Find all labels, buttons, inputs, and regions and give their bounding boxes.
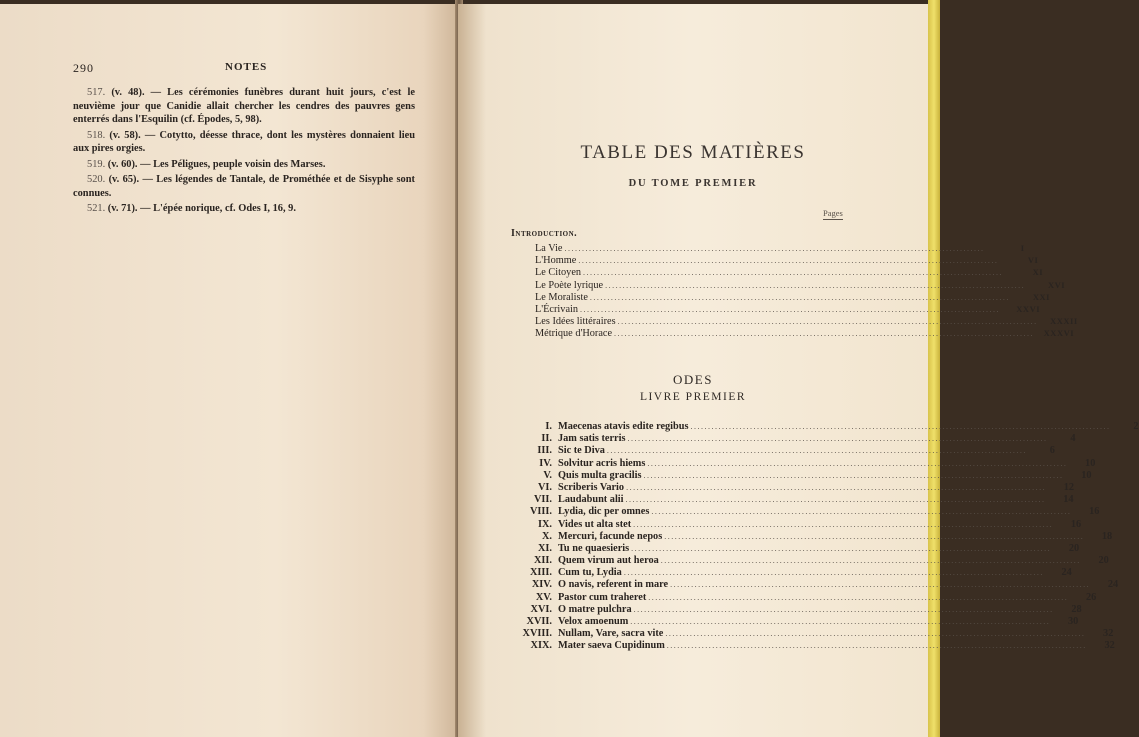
toc-entry: Les Idées littéraires ........................................................................................................................ XXXII <box>535 316 1078 328</box>
ode-entry: XVIII. Nullam, Vare, sacra vite ........................................................................................................................ 32 <box>522 628 1114 640</box>
toc-entry: L'Écrivain ........................................................................................................................ XXVI <box>535 303 1041 315</box>
leader-dots: ........................................................................................................................ <box>690 422 1111 431</box>
page-edge <box>928 0 940 737</box>
leader-dots: ........................................................................................................................ <box>625 495 1046 505</box>
introduction-heading: Introduction. <box>511 228 578 239</box>
note-item: 521. (v. 71). — L'épée norique, cf. Odes I, 16, 9. <box>87 203 296 214</box>
ode-entry: XVI. O matre pulchra ........................................................................................................................ 28 <box>530 603 1082 615</box>
notes-list <box>73 86 415 218</box>
toc-entry: Le Moraliste ........................................................................................................................ XXI <box>535 291 1050 303</box>
leader-dots: ........................................................................................................................ <box>651 507 1072 517</box>
leader-dots: ........................................................................................................................ <box>660 556 1081 566</box>
leader-dots: ........................................................................................................................ <box>633 604 1054 614</box>
leader-dots: ........................................................................................................................ <box>664 531 1085 541</box>
leader-dots: ........................................................................................................................ <box>647 458 1068 468</box>
toc-entry: L'Homme ........................................................................................................................ VI <box>535 255 1039 267</box>
ode-entry: XIX. Mater saeva Cupidinum ........................................................................................................................ 32 <box>530 640 1115 652</box>
leader-dots: ........................................................................................................................ <box>631 543 1052 553</box>
toc-entry: La Vie ........................................................................................................................ I <box>535 243 1025 254</box>
ode-entry: VII. Laudabunt alii ........................................................................................................................ 14 <box>533 494 1074 506</box>
leader-dots: ........................................................................................................................ <box>643 470 1064 480</box>
ode-entry: XIV. O navis, referent in mare ........................................................................................................................ 24 <box>531 579 1119 591</box>
leader-dots: ........................................................................................................................ <box>623 568 1044 578</box>
leader-dots: ........................................................................................................................ <box>617 317 1038 327</box>
ode-entry: I. Maecenas atavis edite regibus ........................................................................................................................ 2 <box>545 421 1139 432</box>
leader-dots: ........................................................................................................................ <box>665 629 1086 639</box>
toc-title: TABLE DES MATIÈRES <box>580 142 806 163</box>
leader-dots: ........................................................................................................................ <box>564 244 985 253</box>
leader-dots: ........................................................................................................................ <box>589 292 1010 302</box>
ode-entry: V. Quis multa gracilis ........................................................................................................................ 10 <box>543 469 1092 481</box>
leader-dots: ........................................................................................................................ <box>614 329 1035 339</box>
running-title: NOTES <box>225 61 268 73</box>
ode-entry: III. Sic te Diva ........................................................................................................................ 6 <box>537 445 1055 457</box>
section-title: ODES <box>673 372 713 387</box>
toc-entry: Métrique d'Horace ........................................................................................................................ XXXVI <box>535 328 1075 340</box>
toc-entry: Le Citoyen ........................................................................................................................ XI <box>535 267 1044 279</box>
leader-dots: ........................................................................................................................ <box>578 256 999 266</box>
note-item: 520. (v. 65). — Les légendes de Tantale, de Prométhée et de Sisyphe sont connues. <box>73 174 415 199</box>
leader-dots: ........................................................................................................................ <box>627 434 1048 444</box>
ode-entry: XII. Quem virum aut heroa ........................................................................................................................ 20 <box>533 555 1109 567</box>
ode-entry: VIII. Lydia, dic per omnes ........................................................................................................................ 16 <box>529 506 1100 518</box>
toc-subtitle: DU TOME PREMIER <box>628 178 758 189</box>
leader-dots: ........................................................................................................................ <box>605 280 1026 290</box>
ode-entry: X. Mercuri, facunde nepos ........................................................................................................................ 18 <box>541 530 1113 542</box>
ode-entry: XI. Tu ne quaesieris ........................................................................................................................ 20 <box>537 542 1080 554</box>
leader-dots: ........................................................................................................................ <box>648 592 1069 602</box>
note-item: 518. (v. 58). — Cotytto, déesse thrace, dont les mystères donnaient lieu aux pires orgies. <box>73 129 415 154</box>
toc-entry: Le Poète lyrique ........................................................................................................................ XVI <box>535 279 1066 291</box>
section-subtitle: LIVRE PREMIER <box>639 391 747 403</box>
ode-entry: XIII. Cum tu, Lydia ........................................................................................................................ 24 <box>529 567 1072 579</box>
leader-dots: ........................................................................................................................ <box>630 617 1051 626</box>
pages-column-header: Pages <box>823 208 843 218</box>
ode-entry: IX. Vides ut alta stet ........................................................................................................................ 16 <box>537 518 1082 530</box>
leader-dots: ........................................................................................................................ <box>670 580 1091 590</box>
leader-dots: ........................................................................................................................ <box>626 482 1047 492</box>
leader-dots: ........................................................................................................................ <box>583 268 1004 278</box>
leader-dots: ........................................................................................................................ <box>666 641 1087 651</box>
ode-entry: VI. Scriberis Vario ........................................................................................................................ 12 <box>537 481 1075 493</box>
ode-entry: XVII. Velox amoenum ........................................................................................................................ 30 <box>526 616 1079 627</box>
odes-list <box>508 421 1139 653</box>
page-number: 290 <box>73 61 94 75</box>
note-item: 519. (v. 60). — Les Péligues, peuple voisin des Marses. <box>87 158 326 170</box>
ode-entry: XV. Pastor cum traheret ........................................................................................................................ 26 <box>535 591 1097 603</box>
leader-dots: ........................................................................................................................ <box>606 446 1027 456</box>
ode-entry: IV. Solvitur acris hiems ........................................................................................................................ 10 <box>539 457 1096 469</box>
leader-dots: ........................................................................................................................ <box>580 304 1001 314</box>
ode-entry: II. Jam satis terris ........................................................................................................................ 4 <box>541 433 1076 445</box>
note-item: 517. (v. 48). — Les cérémonies funèbres durant huit jours, c'est le neuvième jour que Canidie allait chercher les cendres des pauvres gens enterrés dans l'Esquilin (cf. Épodes, 5, 98). <box>73 87 415 125</box>
introduction-list <box>535 243 1078 341</box>
leader-dots: ........................................................................................................................ <box>633 519 1054 529</box>
